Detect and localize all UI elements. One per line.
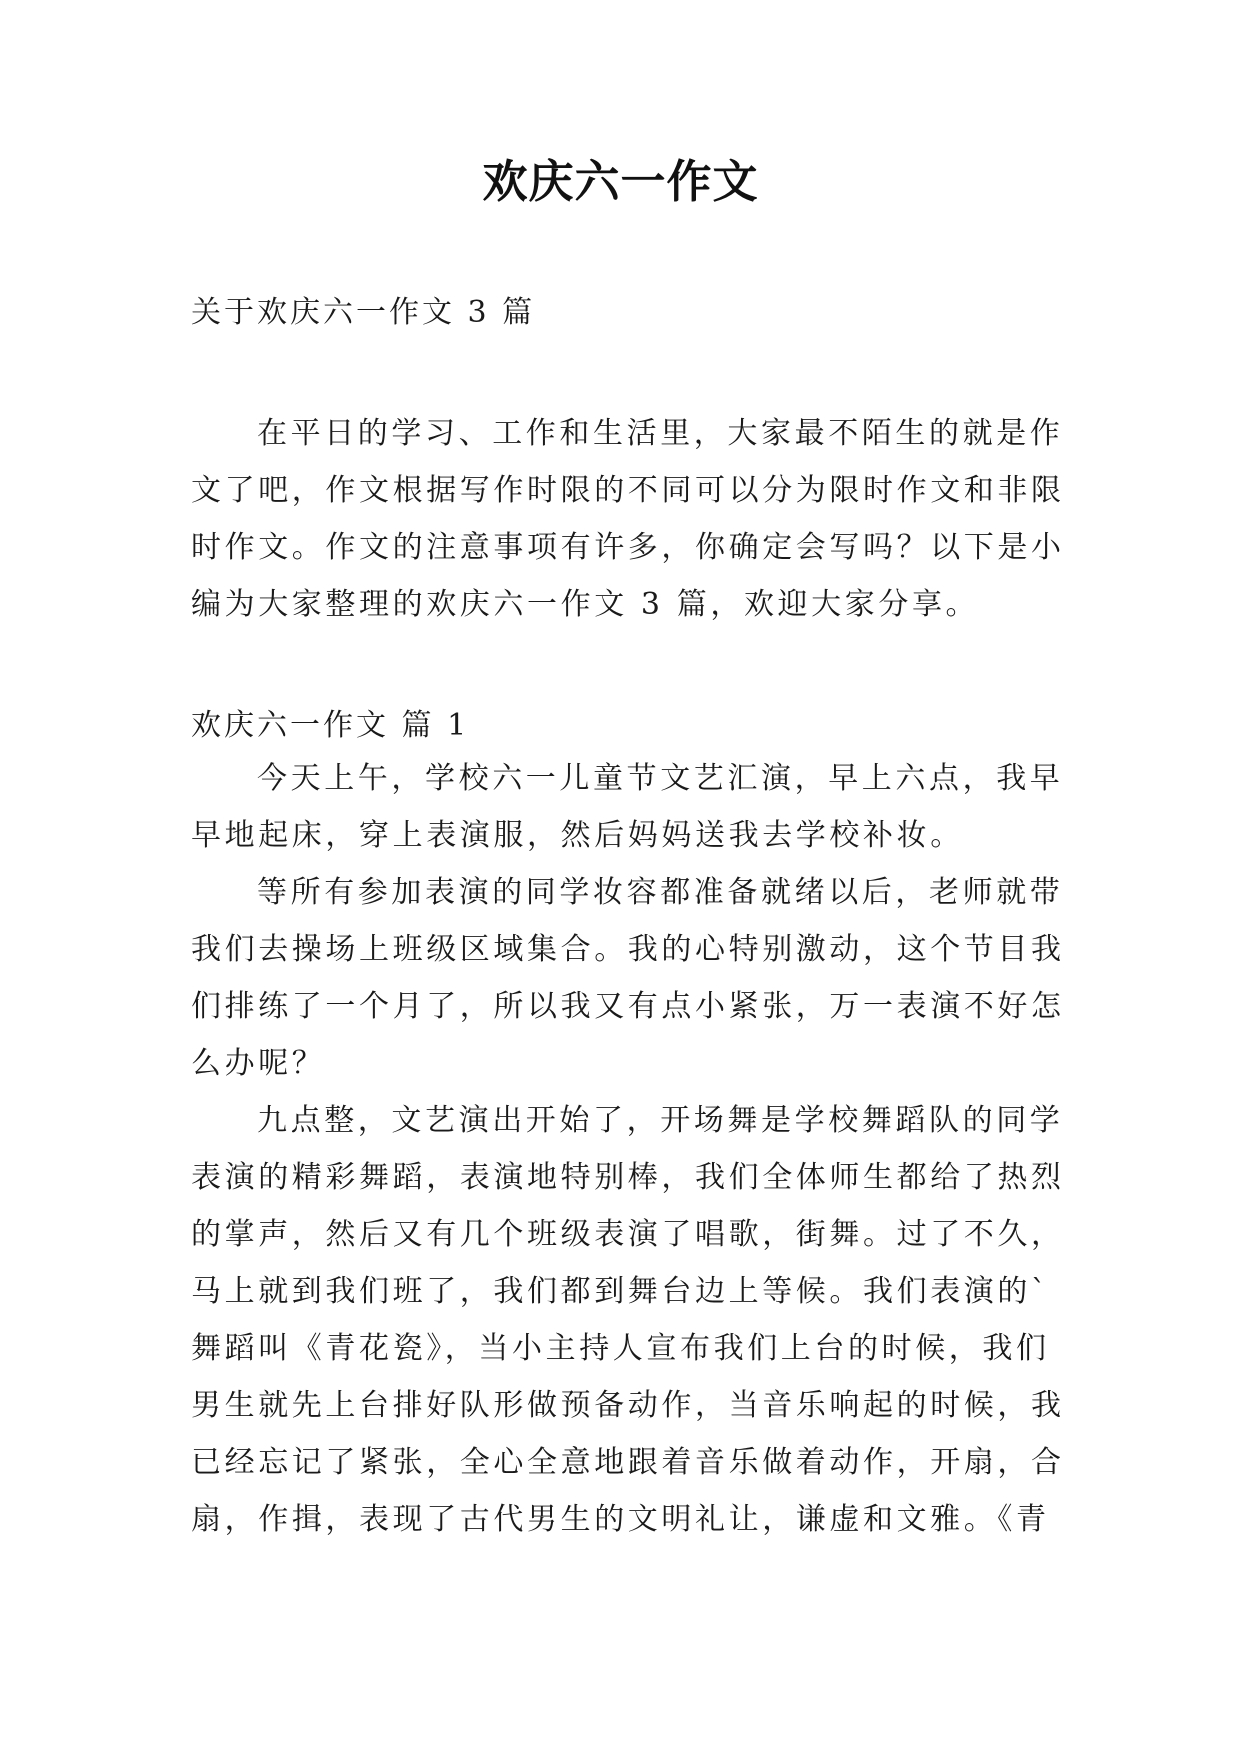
document-subtitle: 关于欢庆六一作文 3 篇 (191, 295, 536, 330)
document-title: 欢庆六一作文 (482, 155, 759, 208)
body-paragraph: 今天上午，学校六一儿童节文艺汇演，早上六点，我早早地起床，穿上表演服，然后妈妈送我去学校补妆。 (191, 761, 1064, 853)
body-paragraph: 九点整，文艺演出开始了，开场舞是学校舞蹈队的同学表演的精彩舞蹈，表演地特别棒，我们全体师生都给了热烈的掌声，然后又有几个班级表演了唱歌，街舞。过了不久，马上就到我们班了，我们都到舞台边上等候。我们表演的`舞蹈叫《青花瓷》，当小主持人宣布我们上台的时候，我们男生就先上台排好队形做预备动作，当音乐响起的时候，我已经忘记了紧张，全心全意地跟着音乐做着动作，开扇，合扇，作揖，表现了古代男生的文明礼让，谦虚和文雅。《青 (191, 1103, 1065, 1537)
body-paragraph: 等所有参加表演的同学妆容都准备就绪以后，老师就带我们去操场上班级区域集合。我的心特别激动，这个节目我们排练了一个月了，所以我又有点小紧张，万一表演不好怎么办呢？ (191, 875, 1065, 1081)
intro-paragraph: 在平日的学习、工作和生活里，大家最不陌生的就是作文了吧，作文根据写作时限的不同可以分为限时作文和非限时作文。作文的注意事项有许多，你确定会写吗？以下是小编为大家整理的欢庆六一作文 3 篇，欢迎大家分享。 (191, 416, 1065, 622)
section-heading: 欢庆六一作文 篇 1 (191, 708, 470, 743)
